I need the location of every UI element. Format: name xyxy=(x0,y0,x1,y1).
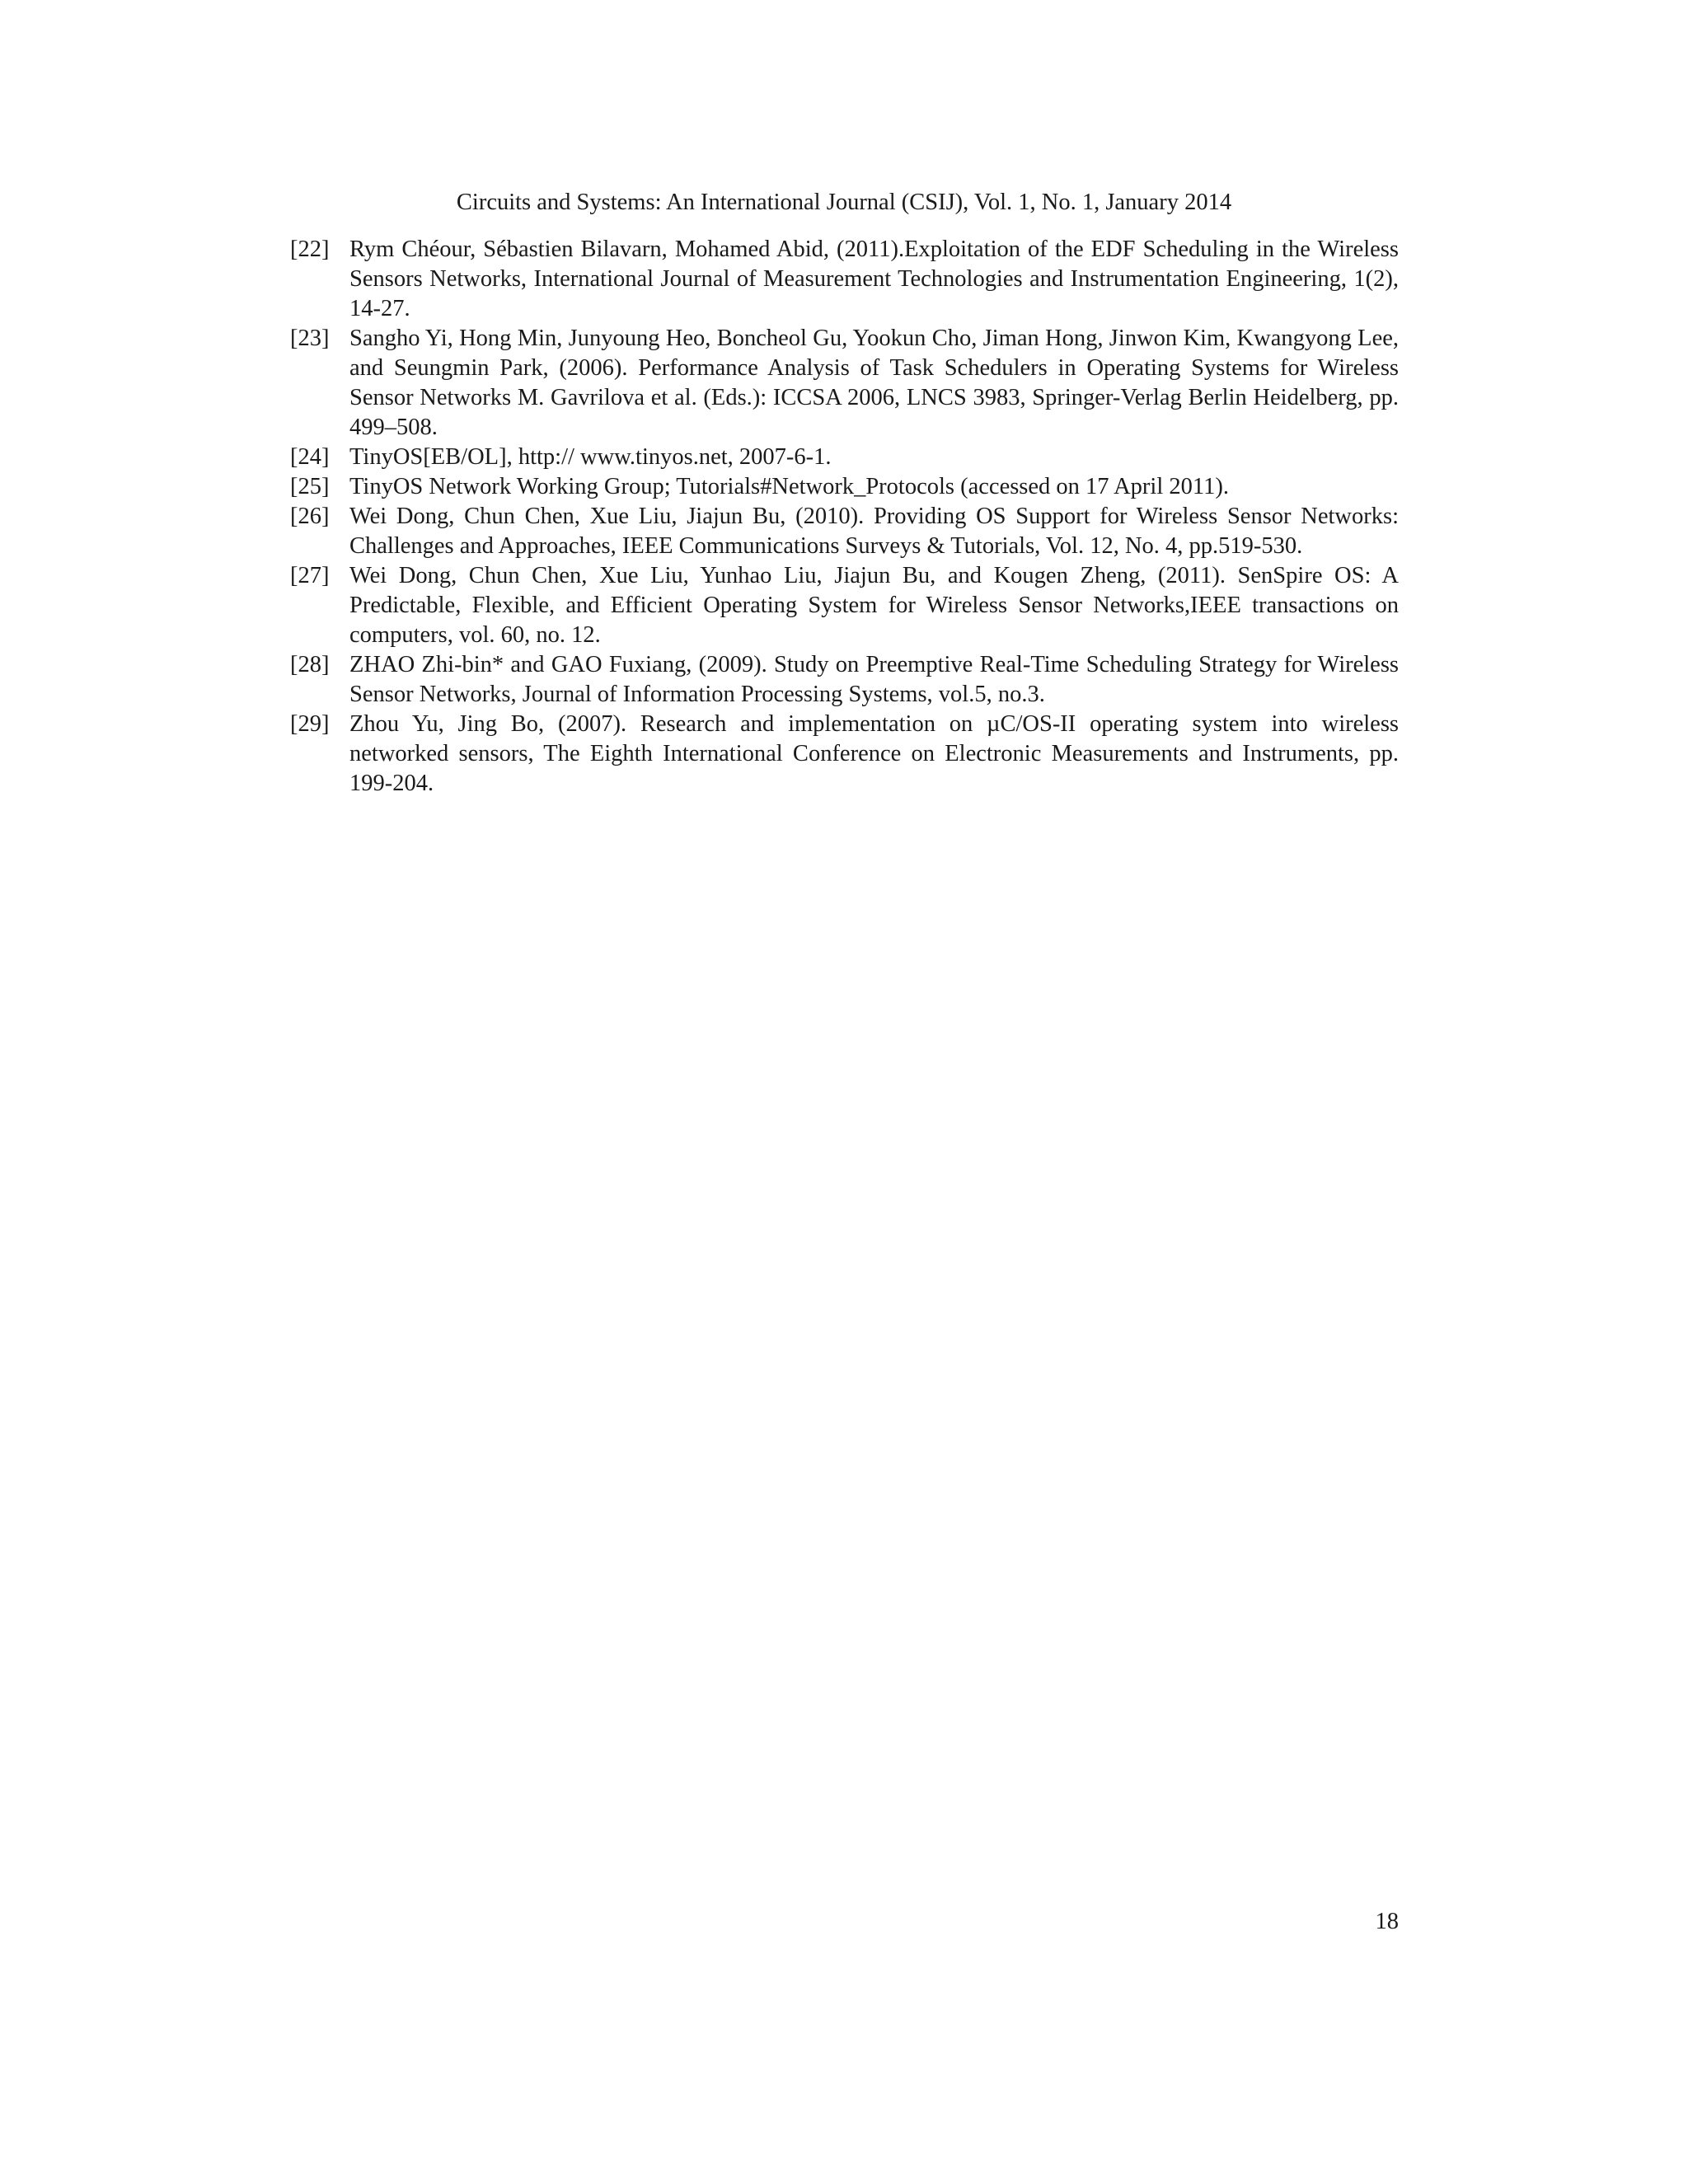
reference-text: TinyOS Network Working Group; Tutorials#Network_Protocols (accessed on 17 April 2011). xyxy=(349,474,1229,499)
running-header: Circuits and Systems: An International Journal (CSIJ), Vol. 1, No. 1, January 2014 xyxy=(456,190,1232,215)
reference-item-28 xyxy=(290,650,1399,710)
page-number: 18 xyxy=(1375,1909,1399,1934)
reference-list xyxy=(290,235,1399,799)
reference-number: [24] xyxy=(290,444,330,470)
reference-text: Wei Dong, Chun Chen, Xue Liu, Jiajun Bu, (2010). Providing OS Support for Wireless Sensor Networks: Challenges and Approaches, IEEE Communications Surveys & Tutorials, Vol. 12, No. 4, pp.519-530. xyxy=(349,504,1399,559)
reference-item-25 xyxy=(290,472,1399,502)
reference-item-27 xyxy=(290,561,1399,650)
reference-number: [23] xyxy=(290,326,330,351)
reference-text: Rym Chéour, Sébastien Bilavarn, Mohamed Abid, (2011).Exploitation of the EDF Scheduling in the Wireless Sensors Networks, International Journal of Measurement Technologies and Instrumentation Engineering, 1(2), 14-27. xyxy=(349,237,1399,321)
reference-item-26 xyxy=(290,502,1399,561)
reference-text: TinyOS[EB/OL], http:// www.tinyos.net, 2007-6-1. xyxy=(349,444,832,470)
reference-text: Wei Dong, Chun Chen, Xue Liu, Yunhao Liu, Jiajun Bu, and Kougen Zheng, (2011). SenSpire OS: A Predictable, Flexible, and Efficient Operating System for Wireless Sensor Networks,IEEE transactions on computers, vol. 60, no. 12. xyxy=(349,563,1399,648)
reference-number: [25] xyxy=(290,474,330,499)
reference-item-29 xyxy=(290,710,1399,799)
reference-number: [27] xyxy=(290,563,330,588)
reference-item-24 xyxy=(290,443,1399,472)
reference-number: [22] xyxy=(290,237,330,262)
reference-number: [29] xyxy=(290,711,330,737)
reference-text: Sangho Yi, Hong Min, Junyoung Heo, Boncheol Gu, Yookun Cho, Jiman Hong, Jinwon Kim, Kwangyong Lee, and Seungmin Park, (2006). Performance Analysis of Task Schedulers in Operating Systems for Wireless Sensor Networks M. Gavrilova et al. (Eds.): ICCSA 2006, LNCS 3983, Springer-Verlag Berlin Heidelberg, pp. 499–508. xyxy=(349,326,1399,440)
reference-number: [28] xyxy=(290,652,330,677)
reference-item-23 xyxy=(290,324,1399,443)
reference-text: Zhou Yu, Jing Bo, (2007). Research and implementation on µC/OS-II operating system into wireless networked sensors, The Eighth International Conference on Electronic Measurements and Instruments, pp. 199-204. xyxy=(349,711,1399,796)
reference-text: ZHAO Zhi-bin* and GAO Fuxiang, (2009). Study on Preemptive Real-Time Scheduling Strategy for Wireless Sensor Networks, Journal of Information Processing Systems, vol.5, no.3. xyxy=(349,652,1399,707)
reference-item-22 xyxy=(290,235,1399,324)
reference-number: [26] xyxy=(290,504,330,529)
